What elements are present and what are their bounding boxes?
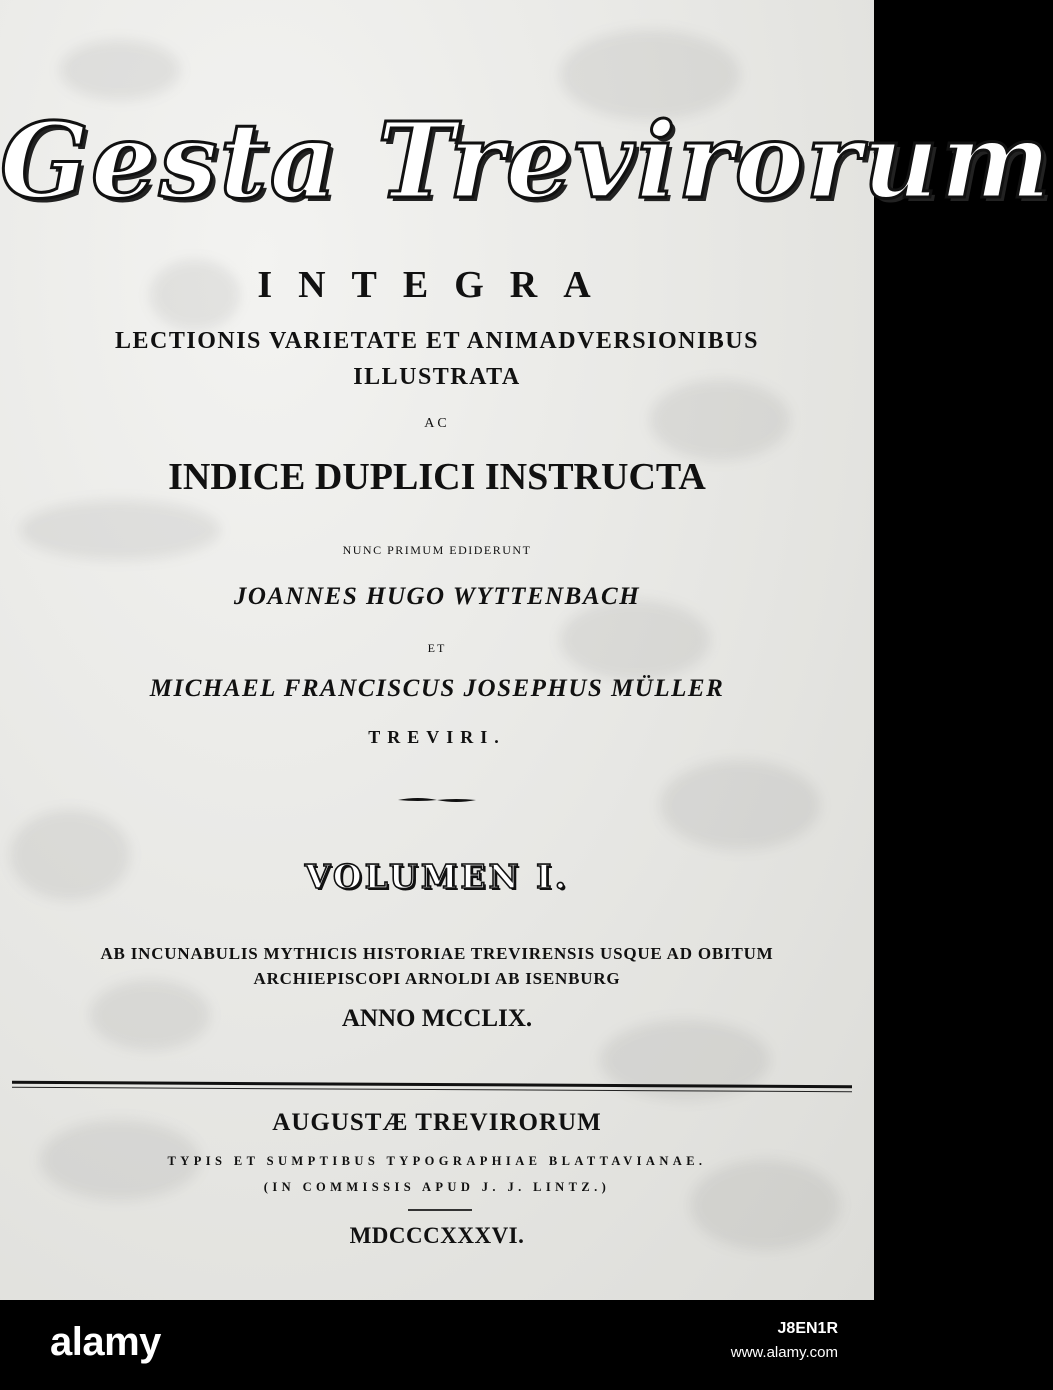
imprint-printer: TYPIS ET SUMPTIBUS TYPOGRAPHIAE BLATTAVIANAE. — [167, 1154, 707, 1168]
alamy-logo: alamy — [50, 1320, 161, 1364]
scope-line-1: AB INCUNABULIS MYTHICIS HISTORIAE TREVIRENSIS USQUE AD OBITUM — [100, 944, 774, 963]
publication-year: MDCCCXXXVI. — [349, 1223, 525, 1248]
conjunction-et: ET — [427, 641, 447, 655]
book-title: Gesta Trevirorum — [0, 99, 1053, 222]
subtitle-line-1: LECTIONIS VARIETATE ET ANIMADVERSIONIBUS — [115, 328, 759, 354]
indice-heading: INDICE DUPLICI INSTRUCTA — [168, 456, 706, 498]
author-muller: MICHAEL FRANCISCUS JOSEPHUS MÜLLER — [149, 675, 725, 702]
stain — [660, 760, 820, 850]
scope-line-2: ARCHIEPISCOPI ARNOLDI AB ISENBURG — [253, 969, 621, 988]
editors-intro: NUNC PRIMUM EDIDERUNT — [342, 543, 532, 557]
imprint-place: AUGUSTÆ TREVIRORUM — [272, 1109, 602, 1136]
volume-number: VOLUMEN I. — [304, 857, 570, 896]
watermark-caption — [731, 1318, 838, 1366]
conjunction-ac: AC — [424, 416, 450, 431]
subtitle-line-2: ILLUSTRATA — [353, 364, 521, 390]
short-rule — [408, 1209, 472, 1211]
ornament-divider — [398, 795, 476, 805]
imprint-commission: (IN COMMISSIS APUD J. J. LINTZ.) — [263, 1180, 611, 1194]
site-url: www.alamy.com — [730, 1344, 838, 1361]
integra-heading: INTEGRA — [257, 264, 617, 306]
author-wyttenbach: JOANNES HUGO WYTTENBACH — [233, 583, 641, 610]
image-id: J8EN1R — [777, 1320, 838, 1337]
scope-year: ANNO MCCLIX. — [341, 1005, 533, 1032]
authors-origin: TREVIRI. — [368, 727, 506, 747]
